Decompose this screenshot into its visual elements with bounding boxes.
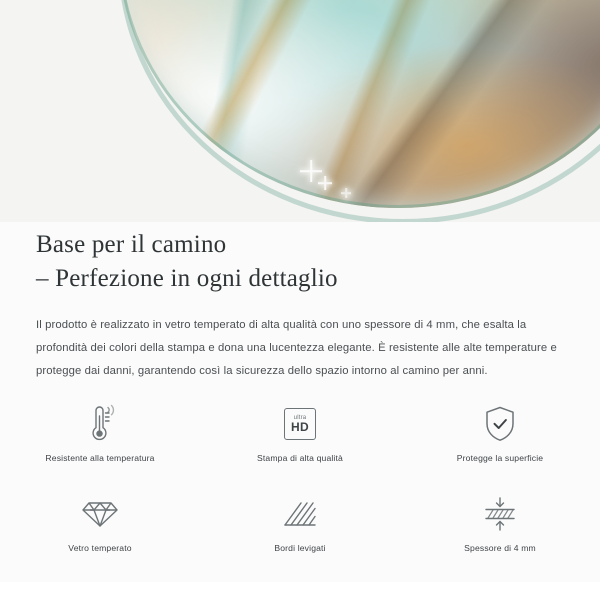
feature-label: Vetro temperato bbox=[68, 543, 132, 553]
feature-item bbox=[0, 396, 200, 478]
headline-line-2: – Perfezione in ogni dettaglio bbox=[36, 265, 338, 292]
feature-item bbox=[200, 396, 400, 478]
feature-grid bbox=[0, 396, 600, 568]
feature-label: Bordi levigati bbox=[274, 543, 326, 553]
feature-item bbox=[400, 396, 600, 478]
text-content bbox=[0, 228, 600, 383]
page-title bbox=[0, 228, 600, 296]
ultra-hd-icon: ultra HD bbox=[284, 404, 316, 444]
feature-item bbox=[400, 486, 600, 568]
headline-line-1: Base per il camino bbox=[36, 231, 227, 258]
feature-label: Protegge la superficie bbox=[456, 453, 544, 463]
feature-label: Stampa di alta qualità bbox=[257, 453, 343, 463]
feature-label: Spessore di 4 mm bbox=[464, 543, 536, 553]
hero-product-image bbox=[0, 0, 600, 222]
footer-spacer bbox=[0, 582, 600, 600]
glass-plate-graphic bbox=[118, 0, 600, 208]
description-paragraph: Il prodotto è realizzato in vetro temperato di alta qualità con uno spessore di 4 mm, che esalta la profondità dei colori della stampa e dona una lucentezza elegante. È resistente alle alte temperature e protegge dai danni, garantendo così la sicurezza dello spazio intorno al camino per anni. bbox=[36, 319, 557, 377]
polished-edges-icon bbox=[281, 494, 319, 534]
thermometer-icon bbox=[83, 404, 117, 444]
feature-item bbox=[0, 486, 200, 568]
shield-check-icon bbox=[484, 404, 516, 444]
feature-item bbox=[200, 486, 400, 568]
diamond-icon bbox=[81, 494, 119, 534]
thickness-icon bbox=[480, 494, 520, 534]
feature-label: Resistente alla temperatura bbox=[45, 453, 155, 463]
